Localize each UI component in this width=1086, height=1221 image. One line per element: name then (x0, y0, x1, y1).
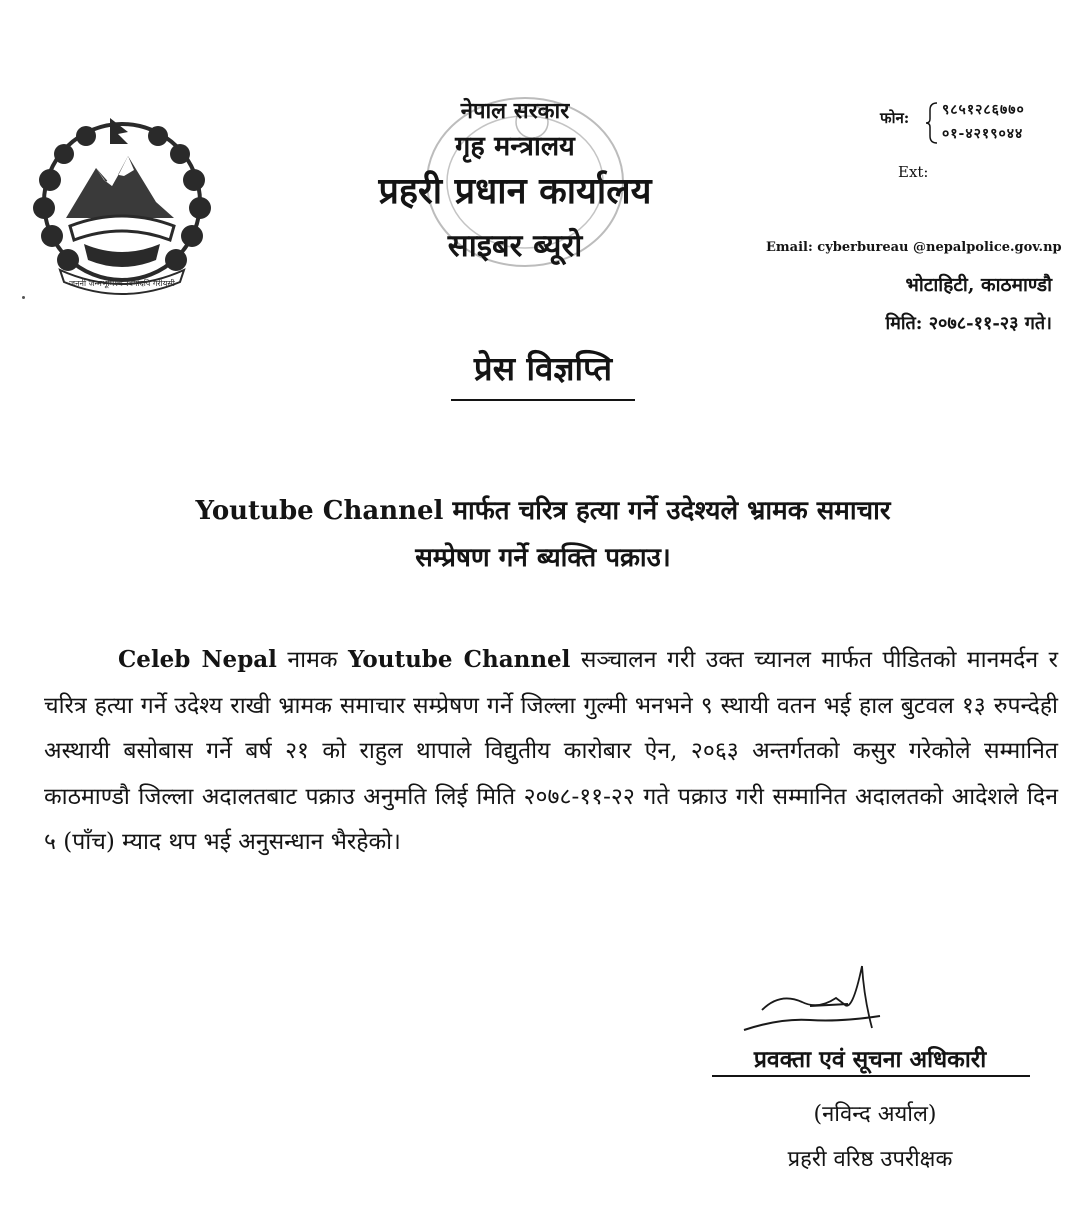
bureau-name: साइबर ब्यूरो (447, 228, 583, 264)
headline-line-2: सम्प्रेषण गर्ने ब्यक्ति पक्राउ। (415, 543, 671, 573)
office-name: प्रहरी प्रधान कार्यालय (378, 170, 652, 212)
ext-label: Ext: (898, 163, 929, 181)
emblem-motto: जननी जन्मभूमिश्च स्वर्गादपि गरीयसी (69, 279, 175, 288)
headline-line-1: मार्फत चरित्र हत्या गर्ने उदेश्यले भ्रामक समाचार (443, 496, 891, 526)
body-text-2: सञ्चालन गरी उक्त च्यानल मार्फत पीडितको मानमर्दन र चरित्र हत्या गर्ने उदेश्य राखी भ्रामक समाचार सम्प्रेषण गर्ने जिल्ला गुल्मी भनभने ९ स्थायी वतन भई हाल बुटवल १३ रुपन्देही अस्थायी बसोबास गर्ने बर्ष २१ को राहुल थापाले विद्युतीय कारोबार ऐन, २०६३ अन्तर्गतको कसुर गरेकोले सम्मानित काठमाण्डौ जिल्ला अदालतबाट पक्राउ अनुमति लिई मिति २०७८-११-२२ गते पक्राउ गरी सम्मानित अदालतको आदेशले दिन ५ (पाँच) म्याद थप भई अनुसन्धान भैरहेको। (44, 647, 1058, 856)
document-date: मिति: २०७८-११-२३ गते। (885, 313, 1052, 334)
signatory-title: प्रवक्ता एवं सूचना अधिकारी (753, 1046, 987, 1073)
signature-icon (740, 958, 890, 1042)
signatory-rank: प्रहरी वरिष्ठ उपरीक्षक (787, 1147, 953, 1172)
channel-name: Celeb Nepal (118, 646, 277, 673)
signatory-underline (712, 1075, 1030, 1077)
office-address: भोटाहिटी, काठमाण्डौ (905, 274, 1052, 296)
email-address: Email: cyberbureau @nepalpolice.gov.np (766, 240, 1062, 255)
government-name: नेपाल सरकार (460, 98, 570, 124)
signatory-name: (नविन्द अर्याल) (813, 1102, 937, 1127)
press-release-title: प्रेस विज्ञप्ति (473, 349, 613, 388)
phone-number-1: ९८५१२८६७७० (942, 102, 1025, 118)
body-text-1: नामक (276, 647, 348, 673)
headline (80, 488, 1006, 582)
phone-number-2: ०१-४२१९०४४ (942, 126, 1024, 142)
brace-icon (926, 102, 938, 144)
body-paragraph (44, 637, 1058, 866)
ministry-name: गृह मन्त्रालय (455, 131, 575, 162)
headline-english: Youtube Channel (195, 496, 444, 526)
title-underline (451, 399, 635, 401)
phone-label: फोन: (880, 109, 910, 127)
platform-name: Youtube Channel (347, 646, 571, 673)
nepal-emblem-icon (24, 110, 220, 300)
scan-speck (22, 296, 25, 299)
